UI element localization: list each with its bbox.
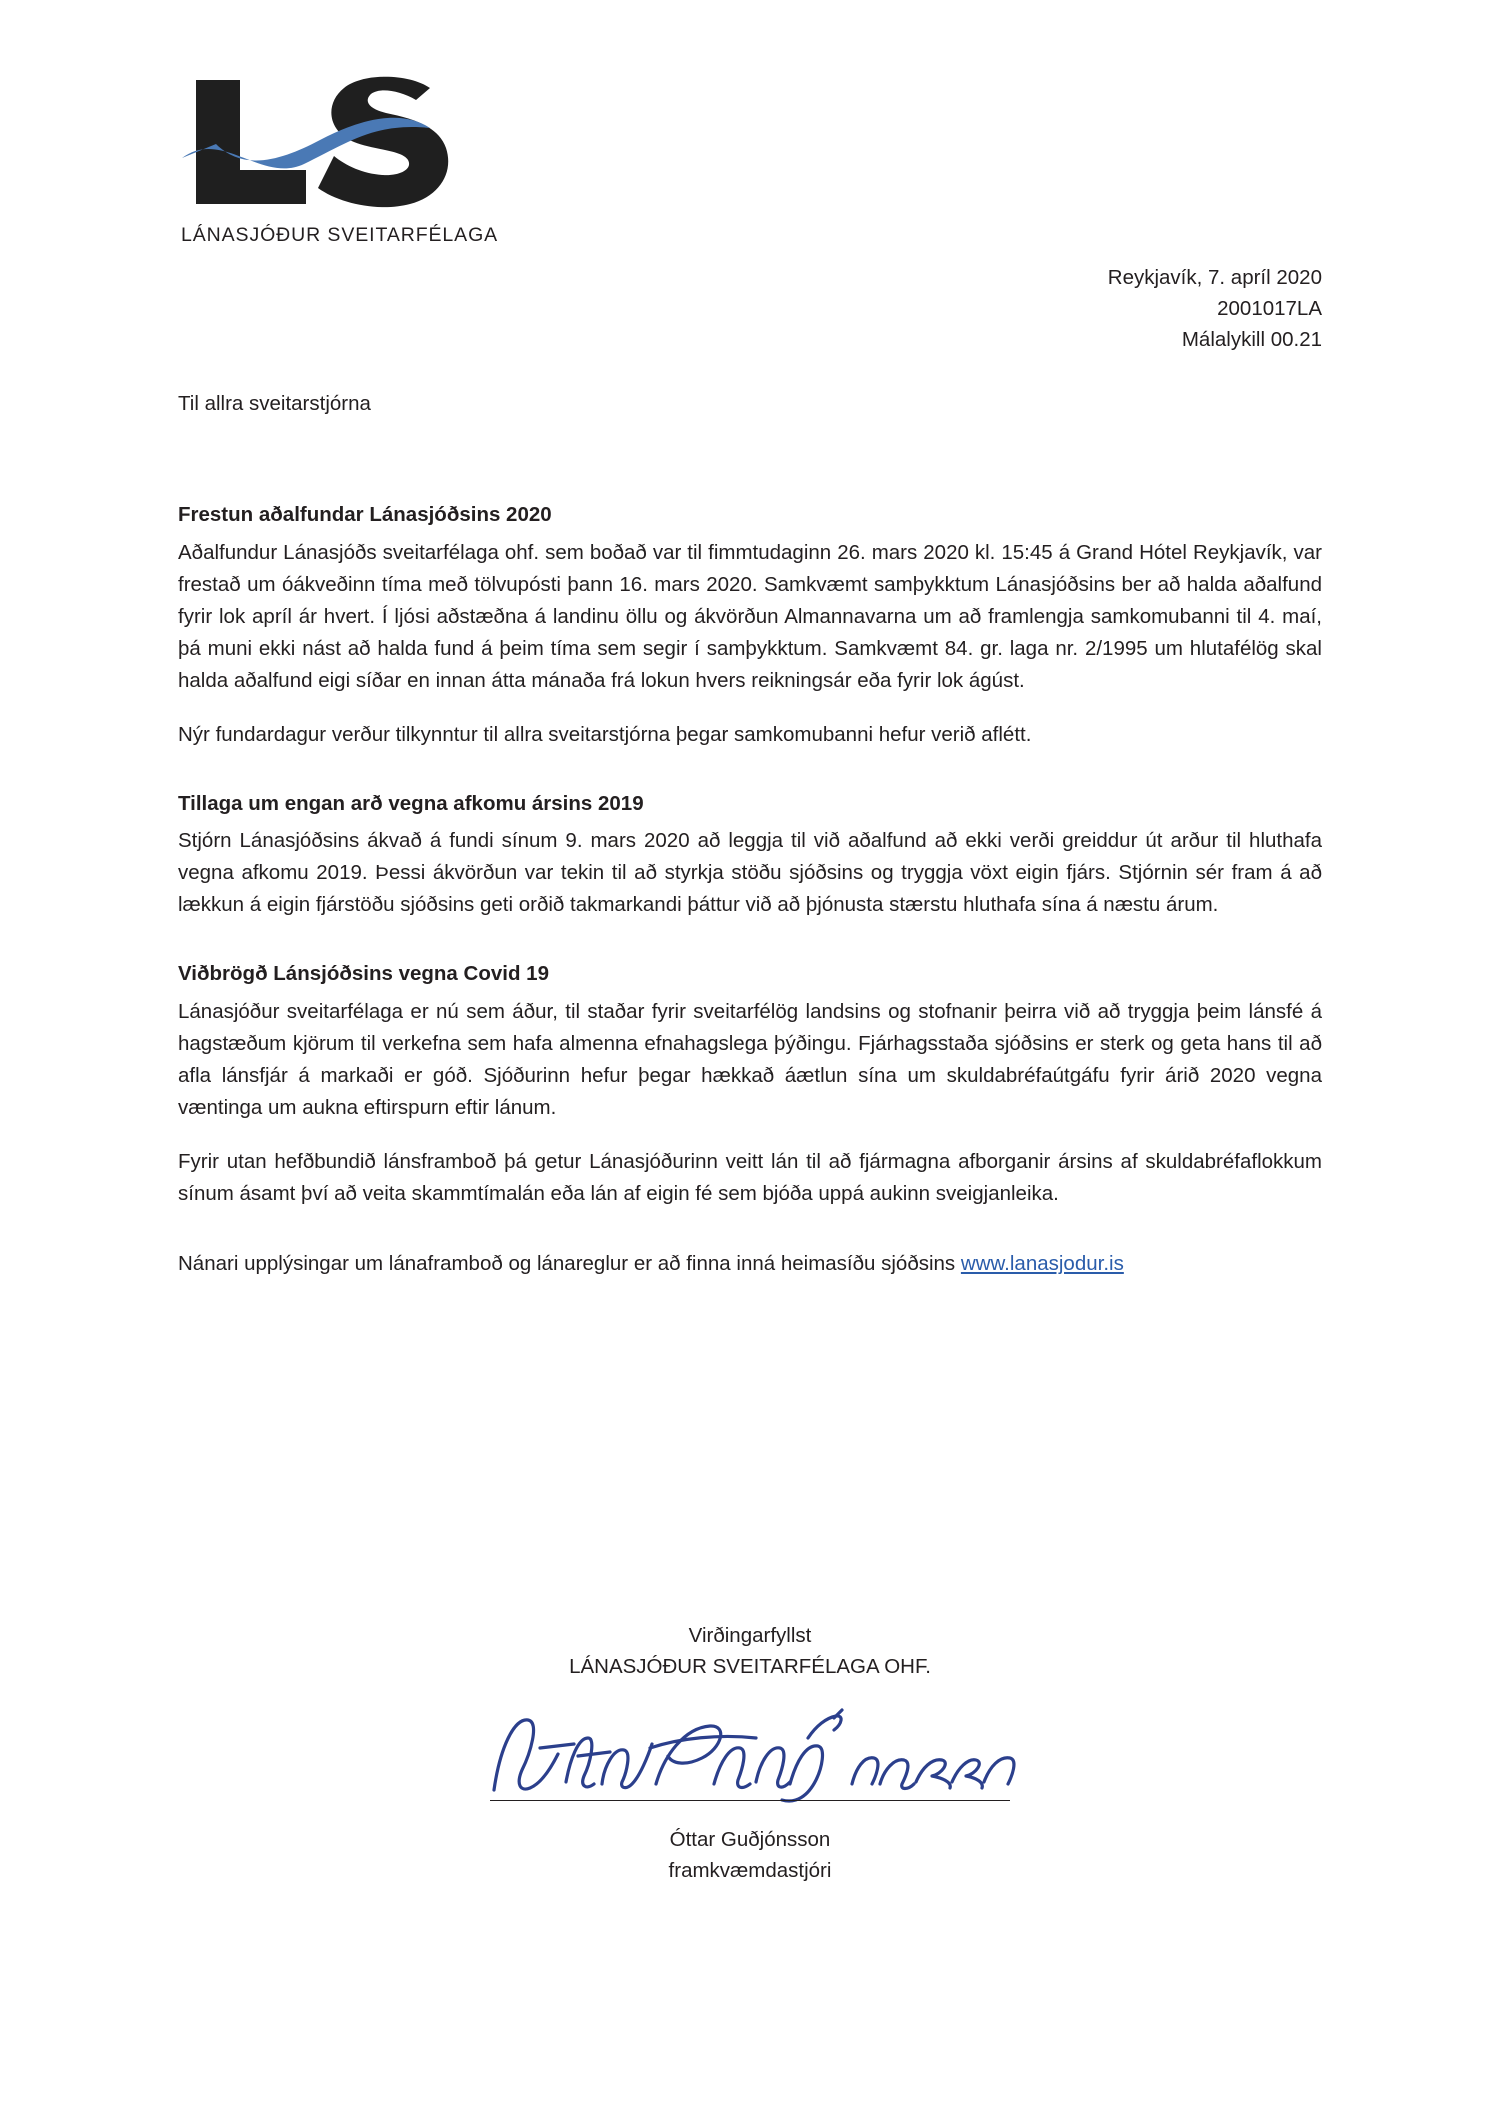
document-meta [1108, 262, 1322, 355]
section-tillaga [178, 789, 1322, 922]
signatory-role: framkvæmdastjóri [668, 1859, 832, 1883]
closing-info [178, 1248, 1322, 1280]
section-paragraph: Nýr fundardagur verður tilkynntur til allra sveitarstjórna þegar samkomubanni hefur verið aflétt. [178, 722, 1032, 746]
logo-mark [178, 72, 508, 212]
logo-caption: LÁNASJÓÐUR SVEITARFÉLAGA [181, 224, 499, 246]
section-paragraph: Stjórn Lánasjóðsins ákvað á fundi sínum 9. mars 2020 að leggja til við aðalfund að ekki verði greiddur út arður til hluthafa vegna afkomu 2019. Þessi ákvörðun var tekin til að styrkja stöðu sjóðsins og tryggja vöxt eigin fjárs. Stjórnin sér fram á að lækkun á eigin fjárstöðu sjóðsins geti orðið takmarkandi þáttur við að þjónusta stærstu hluthafa sína á næstu árum. [178, 829, 1322, 917]
valediction: Virðingarfyllst [688, 1624, 812, 1647]
section-paragraph: Lánasjóður sveitarfélaga er nú sem áður, til staðar fyrir sveitarfélög landsins og stofnanir þeirra við að tryggja þeim lánsfé á hagstæðum kjörum til verkefna sem hafa almenna efnahagslega þýðingu. Fjárhagsstaða sjóðsins er sterk og geta hans til að afla lánsfjár á markaði er góð. Sjóðurinn hefur þegar hækkað áætlun sína um skuldabréfaútgáfu fyrir árið 2020 vegna væntinga um aukna eftirspurn eftir lánum. [178, 999, 1322, 1119]
section-vidbrogd [178, 959, 1322, 1210]
meta-place-date: Reykjavík, 7. apríl 2020 [1107, 266, 1322, 289]
signature-block [0, 1620, 1500, 1887]
signatory-name: Óttar Guðjónsson [669, 1828, 831, 1852]
signature-rule [490, 1800, 1010, 1801]
meta-reference: 2001017LA [1217, 297, 1322, 321]
website-link[interactable]: www.lanasjodur.is [960, 1251, 1124, 1275]
closing-text: Nánari upplýsingar um lánaframboð og lánareglur er að finna inná heimasíðu sjóðsins [178, 1251, 956, 1275]
company-logo [178, 72, 518, 262]
section-title: Tillaga um engan arð vegna afkomu ársins 2019 [178, 791, 644, 815]
section-frestun [178, 500, 1322, 751]
section-paragraph: Fyrir utan hefðbundið lánsframboð þá getur Lánasjóðurinn veitt lán til að fjármagna afborganir ársins af skuldabréfaflokkum sínum ásamt því að veita skammtímalán eða lán af eigin fé sem bjóða uppá aukinn sveigjanleika. [178, 1149, 1322, 1205]
document-body [178, 392, 1322, 1280]
addressee: Til allra sveitarstjórna [178, 392, 371, 415]
handwritten-signature [470, 1704, 1030, 1814]
company-name: LÁNASJÓÐUR SVEITARFÉLAGA OHF. [569, 1655, 931, 1679]
section-paragraph: Aðalfundur Lánasjóðs sveitarfélaga ohf. sem boðað var til fimmtudaginn 26. mars 2020 kl. 15:45 á Grand Hótel Reykjavík, var frestað um óákveðinn tíma með tölvupósti þann 16. mars 2020. Samkvæmt samþykktum Lánasjóðsins ber að halda aðalfund fyrir lok apríl ár hvert. Í ljósi aðstæðna á landinu öllu og ákvörðun Almannavarna um að framlengja samkomubanni til 4. maí, þá muni ekki nást að halda fund á þeim tíma sem segir í samþykktum. Samkvæmt 84. gr. laga nr. 2/1995 um hlutafélög skal halda aðalfund eigi síðar en innan átta mánaða frá lokun hvers reikningsár eða fyrir lok ágúst. [178, 540, 1322, 692]
meta-case-key: Málalykill 00.21 [1181, 328, 1322, 352]
section-title: Viðbrögð Lánsjóðsins vegna Covid 19 [178, 962, 549, 986]
section-title: Frestun aðalfundar Lánasjóðsins 2020 [178, 503, 552, 526]
